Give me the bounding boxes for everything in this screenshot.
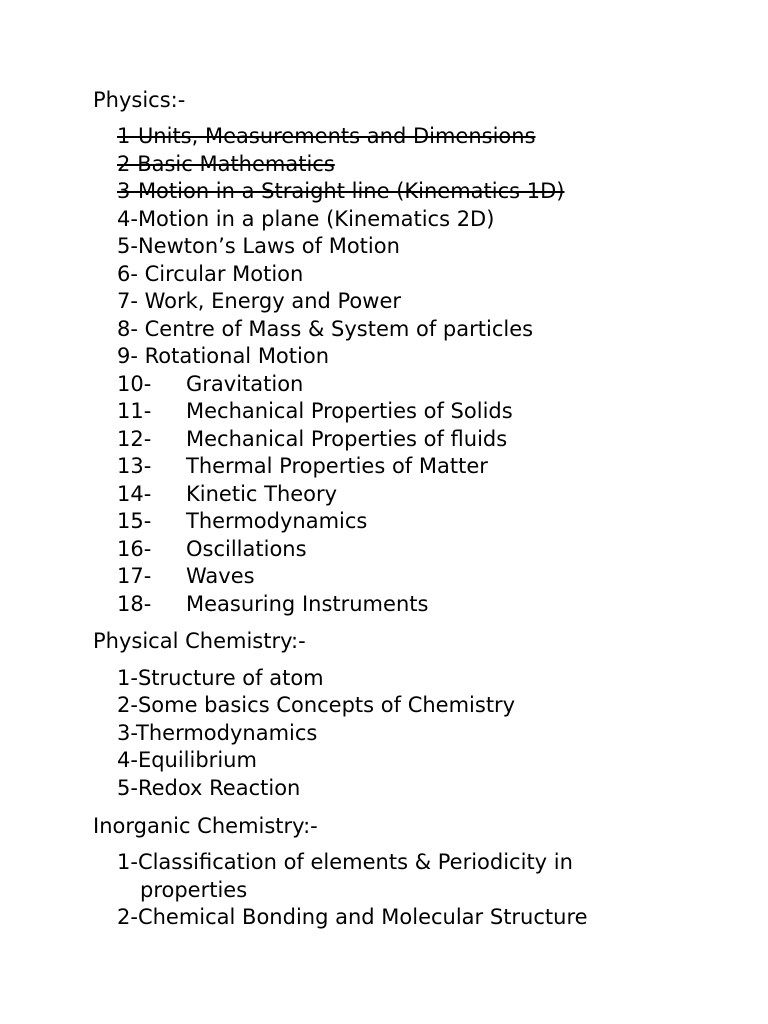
list-item xyxy=(117,536,307,564)
list-item: 9- Rotational Motion xyxy=(117,344,330,368)
list-item: 3-Motion in a Straight line (Kinematics 1D) xyxy=(117,179,565,203)
list-item-number: 14- xyxy=(117,481,152,506)
list-item-label: Oscillations xyxy=(186,536,307,561)
list-item xyxy=(117,398,513,426)
list-item xyxy=(117,453,488,481)
list-item: 2-Some basics Concepts of Chemistry xyxy=(117,693,516,717)
list-item-label: Gravitation xyxy=(186,371,304,396)
list-item xyxy=(117,591,428,619)
section-heading-physical-chemistry: Physical Chemistry:- xyxy=(93,629,306,653)
list-item: 2-Basic Mathematics xyxy=(117,151,335,176)
list-item: 1-Classification of elements & Periodicity in properties xyxy=(117,850,573,902)
list-item-number: 10- xyxy=(117,371,152,396)
list-item xyxy=(117,481,337,509)
list-item-label: Mechanical Properties of Solids xyxy=(186,399,513,423)
list-item-number: 15- xyxy=(117,509,152,533)
list-item-label: Mechanical Properties of fluids xyxy=(186,426,508,451)
list-item-number: 13- xyxy=(117,454,152,478)
list-item-number: 17- xyxy=(117,564,152,588)
list-item-label: Measuring Instruments xyxy=(186,591,429,616)
list-item: 4-Equilibrium xyxy=(117,748,257,772)
list-item xyxy=(117,563,255,591)
list-item: 5-Redox Reaction xyxy=(117,775,301,800)
list-item: 5-Newton’s Laws of Motion xyxy=(117,234,400,258)
section-heading-inorganic-chemistry: Inorganic Chemistry:- xyxy=(93,814,318,838)
list-item-label: Waves xyxy=(186,564,255,588)
list-item: 1-Units, Measurements and Dimensions xyxy=(117,124,536,148)
list-item: 4-Motion in a plane (Kinematics 2D) xyxy=(117,206,495,231)
list-item xyxy=(117,371,303,399)
list-item-number: 16- xyxy=(117,536,152,561)
list-item: 1-Structure of atom xyxy=(117,665,324,690)
list-item xyxy=(117,426,507,454)
list-item-number: 18- xyxy=(117,591,152,616)
list-item xyxy=(117,508,367,536)
list-item: 7- Work, Energy and Power xyxy=(117,289,402,313)
list-item: 8- Centre of Mass & System of particles xyxy=(117,316,534,341)
list-item: 3-Thermodynamics xyxy=(117,720,318,745)
list-item-label: Thermodynamics xyxy=(186,509,368,533)
list-item-number: 11- xyxy=(117,399,152,423)
section-heading-physics: Physics:- xyxy=(93,88,186,112)
list-item-label: Thermal Properties of Matter xyxy=(186,454,488,478)
list-item: 2-Chemical Bonding and Molecular Structure xyxy=(117,905,588,929)
list-item-label: Kinetic Theory xyxy=(186,481,338,506)
list-item: 6- Circular Motion xyxy=(117,261,304,286)
list-item-number: 12- xyxy=(117,426,152,451)
